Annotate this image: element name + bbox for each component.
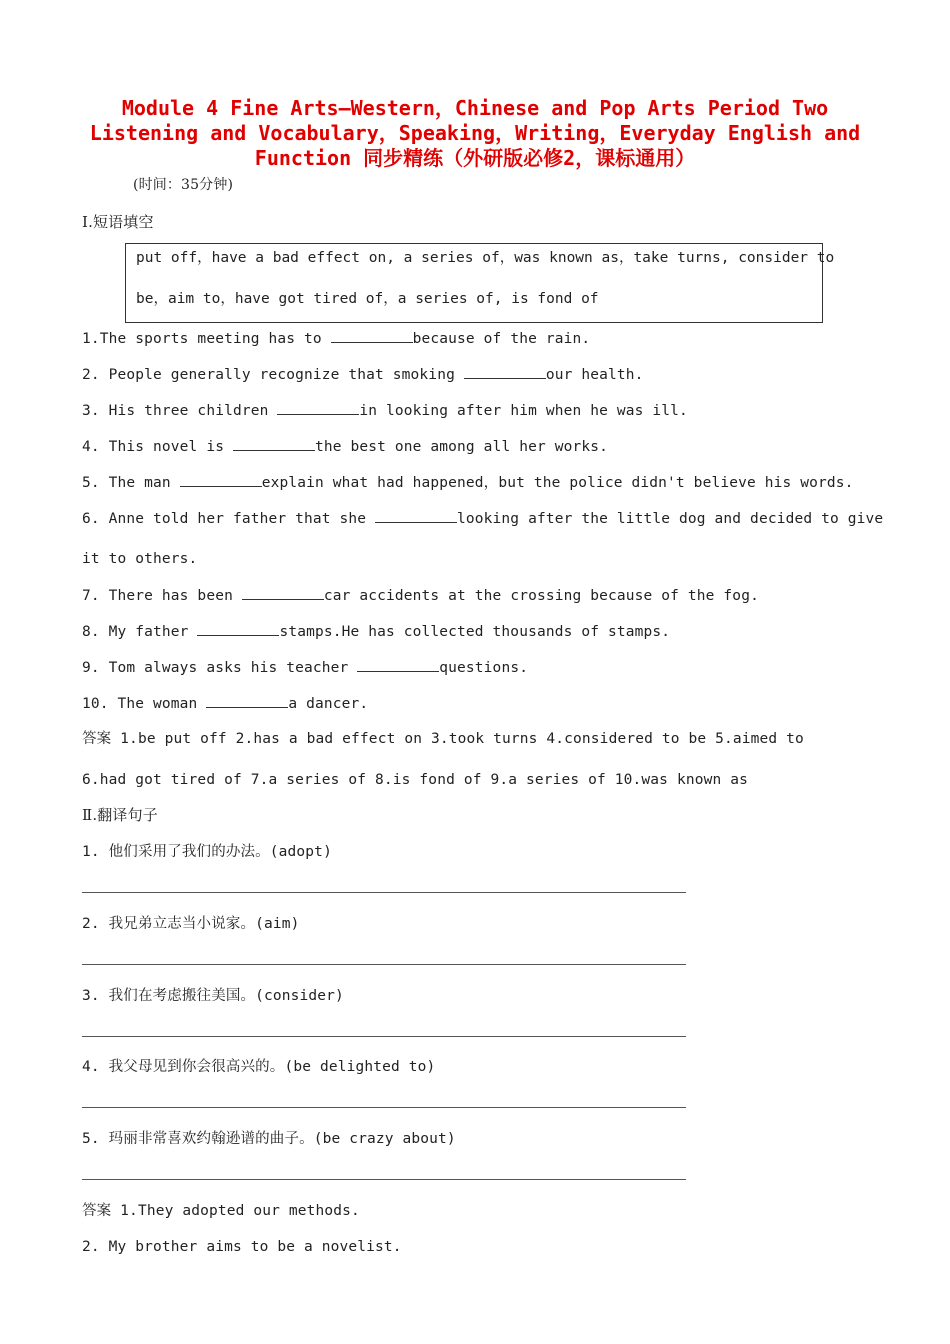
answer-blank[interactable] <box>206 693 288 708</box>
question-7-after: car accidents at the crossing because of the fog. <box>323 588 759 604</box>
answer-blank[interactable] <box>197 621 279 636</box>
translation-question-5: 5. 玛丽非常喜欢约翰逊谱的曲子。(be crazy about) <box>82 1131 456 1147</box>
question-6-continuation: it to others. <box>82 551 198 567</box>
translation-question-2: 2. 我兄弟立志当小说家。(aim) <box>82 916 300 932</box>
question-5 <box>82 472 854 493</box>
time-note: (时间：35分钟) <box>133 177 234 193</box>
translation-question-4: 4. 我父母见到你会很高兴的。(be delighted to) <box>82 1059 436 1075</box>
section-1-answer-line-2: 6.had got tired of 7.a series of 8.is fond of 9.a series of 10.was known as <box>82 772 748 788</box>
section-1-answer-line-1: 答案 1.be put off 2.has a bad effect on 3.took turns 4.considered to be 5.aimed to <box>82 731 804 747</box>
question-1-after: because of the rain. <box>412 331 591 347</box>
question-10-after: a dancer. <box>288 696 369 712</box>
question-8 <box>82 621 670 642</box>
section-2-answer-line-2: 2. My brother aims to be a novelist. <box>82 1239 402 1255</box>
question-6-before: 6. Anne told her father that she <box>82 511 376 527</box>
translation-question-1: 1. 他们采用了我们的办法。(adopt) <box>82 844 332 860</box>
section-2-heading: Ⅱ.翻译句子 <box>82 806 158 824</box>
question-4-before: 4. This novel is <box>82 439 233 455</box>
question-9-before: 9. Tom always asks his teacher <box>82 660 358 676</box>
answer-blank[interactable] <box>331 328 413 343</box>
answer-blank[interactable] <box>375 508 457 523</box>
answer-blank[interactable] <box>464 364 546 379</box>
section-1-heading: Ⅰ.短语填空 <box>82 213 154 231</box>
answer-line[interactable] <box>82 1107 686 1108</box>
question-1 <box>82 328 590 349</box>
answer-line[interactable] <box>82 1036 686 1037</box>
question-4-after: the best one among all her works. <box>314 439 608 455</box>
answer-line[interactable] <box>82 892 686 893</box>
title-line-1: Module 4 Fine Arts—Western，Chinese and Pop Arts Period Two <box>121 96 829 120</box>
question-6 <box>82 508 883 529</box>
word-bank-line-1: put off，have a bad effect on, a series of，was known as，take turns, consider to <box>136 250 835 266</box>
answer-blank[interactable] <box>242 585 324 600</box>
question-7-before: 7. There has been <box>82 588 242 604</box>
question-5-after: explain what had happened，but the police didn't believe his words. <box>261 475 854 491</box>
title-line-3: Function 同步精练（外研版必修2，课标通用） <box>254 146 696 170</box>
question-10 <box>82 693 368 714</box>
word-bank-line-2: be，aim to，have got tired of，a series of, is fond of <box>136 291 599 307</box>
question-2 <box>82 364 644 385</box>
question-5-before: 5. The man <box>82 475 180 491</box>
question-3-after: in looking after him when he was ill. <box>359 403 688 419</box>
answer-blank[interactable] <box>233 436 315 451</box>
question-2-before: 2. People generally recognize that smoking <box>82 367 464 383</box>
question-3-before: 3. His three children <box>82 403 278 419</box>
question-8-after: stamps.He has collected thousands of stamps. <box>279 624 671 640</box>
section-2-answer-line-1: 答案 1.They adopted our methods. <box>82 1203 360 1219</box>
document-title <box>60 96 890 171</box>
question-10-before: 10. The woman <box>82 696 207 712</box>
question-2-after: our health. <box>545 367 644 383</box>
answer-blank[interactable] <box>277 400 359 415</box>
question-8-before: 8. My father <box>82 624 198 640</box>
question-6-after: looking after the little dog and decided to give <box>457 511 884 527</box>
question-4 <box>82 436 608 457</box>
question-7 <box>82 585 759 606</box>
question-9 <box>82 657 528 678</box>
answer-blank[interactable] <box>357 657 439 672</box>
question-1-before: 1.The sports meeting has to <box>82 331 331 347</box>
title-line-2: Listening and Vocabulary，Speaking，Writing，Everyday English and <box>89 121 861 145</box>
answer-line[interactable] <box>82 964 686 965</box>
question-9-after: questions. <box>439 660 529 676</box>
question-3 <box>82 400 688 421</box>
answer-line[interactable] <box>82 1179 686 1180</box>
translation-question-3: 3. 我们在考虑搬往美国。(consider) <box>82 988 344 1004</box>
word-bank-box <box>125 243 835 323</box>
answer-blank[interactable] <box>180 472 262 487</box>
